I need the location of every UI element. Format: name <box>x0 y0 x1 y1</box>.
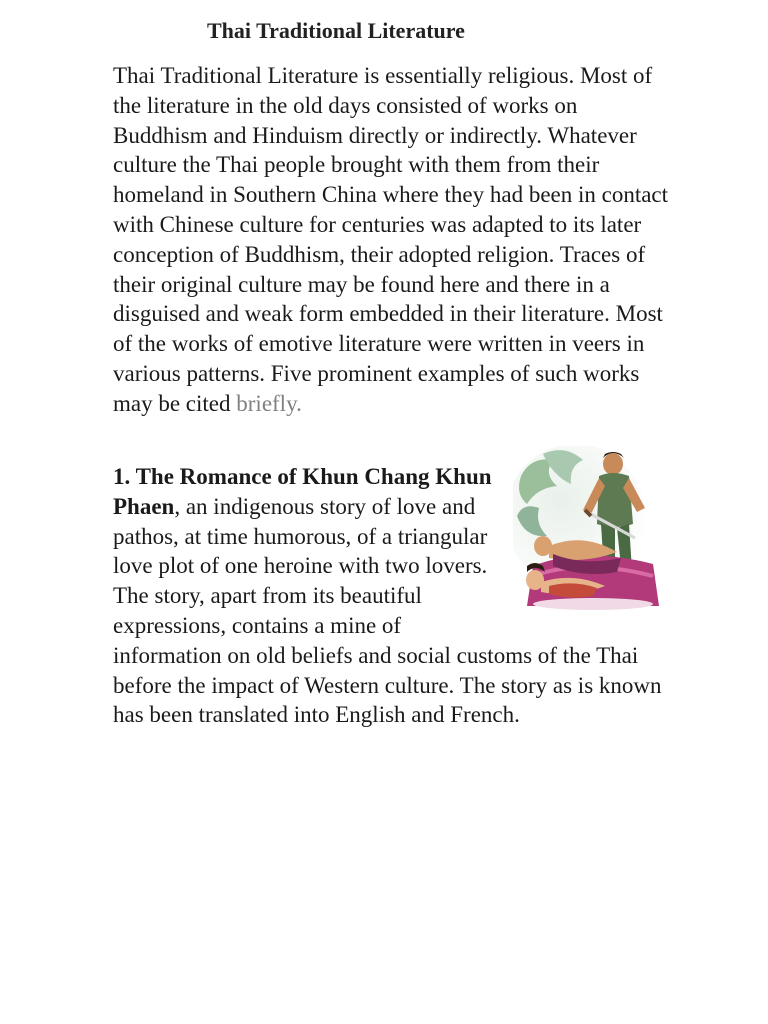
intro-trailing-word: briefly. <box>236 390 302 416</box>
section-1-body: , an indigenous story of love and pathos, at time humorous, of a triangular love plot of one heroine with two lovers. The story, apart from its beautiful expressions, contains a mine of information on old beliefs and social customs of the Thai before the impact of Western culture. The story as is known has been translated into English and French. <box>113 493 662 728</box>
page-title: Thai Traditional Literature <box>207 18 465 43</box>
intro-text: Thai Traditional Literature is essentially religious. Most of the literature in the old days consisted of works on Buddhism and Hinduism directly or indirectly. Whatever culture the Thai people brought with them from their homeland in Southern China where they had been in contact with Chinese culture for centuries was adapted to its later conception of Buddhism, their adopted religion. Traces of their original culture may be found here and there in a disguised and weak form embedded in their literature. Most of the works of emotive literature were written in veers in various patterns. Five prominent examples of such works may be cited <box>113 63 669 416</box>
intro-paragraph <box>113 61 673 419</box>
illustration-khun-chang-khun-phaen <box>513 446 659 610</box>
section-1-paragraph <box>113 462 673 730</box>
section-1-heading: 1. The Romance of Khun Chang Khun Phaen <box>113 464 492 519</box>
